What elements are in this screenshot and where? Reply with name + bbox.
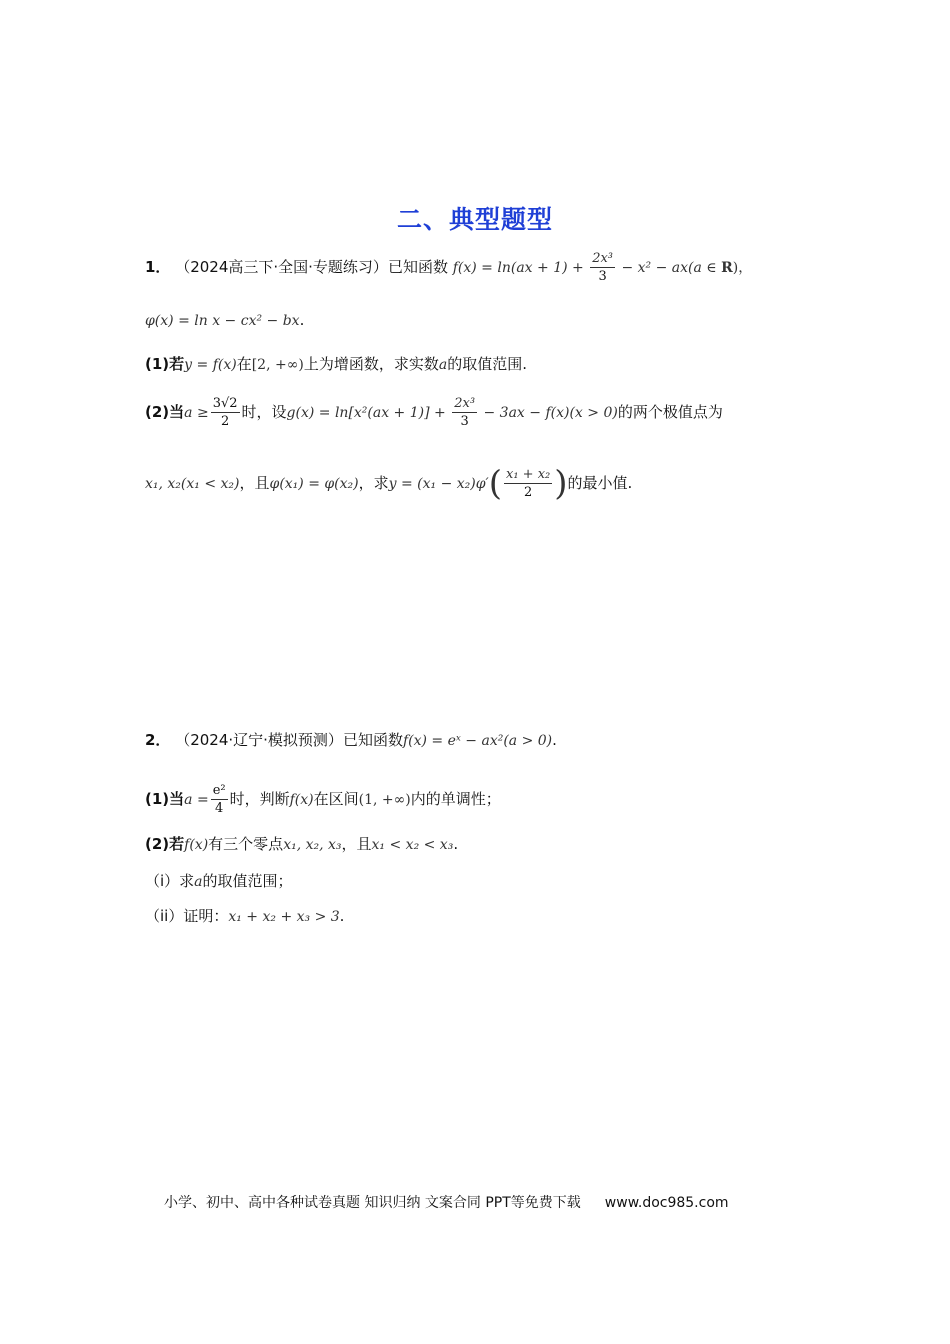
problem2-part2 <box>145 834 458 855</box>
part2-text: 时，设 <box>241 403 287 421</box>
fraction-denominator: 2 <box>523 485 533 500</box>
sub-ii-label: （ii）证明： <box>145 907 229 925</box>
g-definition: g(x) = ln[x²(ax + 1)] + <box>286 405 451 421</box>
part1-text: 在区间 <box>313 790 359 808</box>
g-tail: − 3ax − f(x)(x > 0) <box>479 405 618 421</box>
period: . <box>453 835 459 853</box>
fraction-numerator: e² <box>212 783 226 798</box>
problem2-part1 <box>145 782 501 817</box>
extreme-points: x₁, x₂(x₁ < x₂) <box>145 476 240 492</box>
part1-text: 时，判断 <box>229 790 290 808</box>
page-footer <box>164 1192 729 1212</box>
part2-text: ，求 <box>358 474 389 492</box>
sub-i-variable: a <box>194 874 203 890</box>
period: . <box>299 311 305 329</box>
problem2-sub-i <box>145 871 293 892</box>
part1-label: (1)当 <box>145 790 185 808</box>
part1-interval: (1, +∞) <box>358 792 411 808</box>
problem1-source: （2024高三下·全国·专题练习） <box>175 258 388 276</box>
part1-text: 在 <box>236 355 252 373</box>
fraction-denominator: 3 <box>460 414 469 429</box>
sub-ii-inequality: x₁ + x₂ + x₃ > 3 <box>228 909 340 925</box>
problem2-intro: 已知函数 <box>342 731 403 749</box>
problem1-intro: 已知函数 <box>387 258 448 276</box>
problem2-sub-ii <box>145 906 344 927</box>
problem1-statement <box>145 250 752 285</box>
problem2-number: 2． <box>145 731 171 749</box>
part1-fraction <box>211 782 228 817</box>
sub-i-label: （i）求 <box>145 872 195 890</box>
g-fraction <box>452 395 477 430</box>
zero-points: x₁, x₂, x₃ <box>283 837 342 853</box>
footer-text: 小学、初中、高中各种试卷真题 知识归纳 文案合同 PPT等免费下载 <box>164 1195 581 1211</box>
problem1-fraction <box>590 250 615 285</box>
problem1-part2 <box>145 395 723 430</box>
part2-fraction <box>211 395 240 430</box>
fraction-denominator: 4 <box>215 801 224 816</box>
problem2-source: （2024·辽宁·模拟预测） <box>175 731 343 749</box>
part2-text: 有三个零点 <box>208 835 284 853</box>
problem1-close: )， <box>732 260 753 276</box>
fraction-denominator: 2 <box>220 414 230 429</box>
fraction-numerator: 3√2 <box>212 396 238 411</box>
problem2-f-def: f(x) = eˣ − ax²(a > 0) <box>402 733 553 749</box>
y-fraction <box>504 466 552 501</box>
part1-variable: a <box>438 357 448 373</box>
problem1-f-def: f(x) = ln(ax + 1) + <box>452 260 589 276</box>
problem2-statement <box>145 730 557 751</box>
part2-text: ，且 <box>341 835 372 853</box>
part1-text: 的取值范围. <box>447 355 527 373</box>
footer-url[interactable]: www.doc985.com <box>604 1195 729 1211</box>
part2-label: (2)当 <box>145 403 185 421</box>
fraction-numerator: 2x³ <box>454 396 476 411</box>
part1-function: y = f(x) <box>184 357 237 373</box>
phi-definition: φ(x) = ln x − cx² − bx <box>145 313 300 329</box>
part1-text: 上为增函数，求实数 <box>303 355 439 373</box>
part2-function: f(x) <box>184 837 209 853</box>
problem1-part2-cont: x₁, x₂(x₁ < x₂)，且φ(x₁) = φ(x₂)，求y = (x₁ − x₂)φ′( $\frac{\text{x₁ + x₂}}{2}$ )的最小值. <box>145 463 633 504</box>
fraction-numerator: 2x³ <box>592 251 614 266</box>
phi-equality: φ(x₁) = φ(x₂) <box>269 476 359 492</box>
section-title: 二、典型题型 <box>396 205 553 234</box>
zero-order: x₁ < x₂ < x₃ <box>371 837 454 853</box>
part1-text: 内的单调性； <box>410 790 501 808</box>
part1-interval: [2, +∞) <box>251 357 304 373</box>
part1-function: f(x) <box>289 792 314 808</box>
period: . <box>339 907 345 925</box>
problem1-part1 <box>145 354 527 375</box>
fraction-numerator: x₁ + x₂ <box>506 467 551 482</box>
problem1-phi <box>145 310 304 331</box>
period: . <box>552 731 557 749</box>
part1-condition: a = <box>184 792 209 808</box>
y-expression: y = (x₁ − x₂)φ′ <box>388 476 489 492</box>
sub-i-text: 的取值范围； <box>202 872 293 890</box>
part2-text: 的两个极值点为 <box>617 403 723 421</box>
part1-label: (1)若 <box>145 355 185 373</box>
fraction-denominator: 3 <box>598 269 607 284</box>
part2-label: (2)若 <box>145 835 185 853</box>
problem1-f-tail: − x² − ax(a ∈ <box>617 260 722 276</box>
problem1-number: 1． <box>145 258 171 276</box>
part2-text: 的最小值. <box>567 474 633 492</box>
part2-text: ，且 <box>239 474 270 492</box>
part2-condition: a ≥ <box>184 405 209 421</box>
real-set-symbol: R <box>721 260 733 276</box>
